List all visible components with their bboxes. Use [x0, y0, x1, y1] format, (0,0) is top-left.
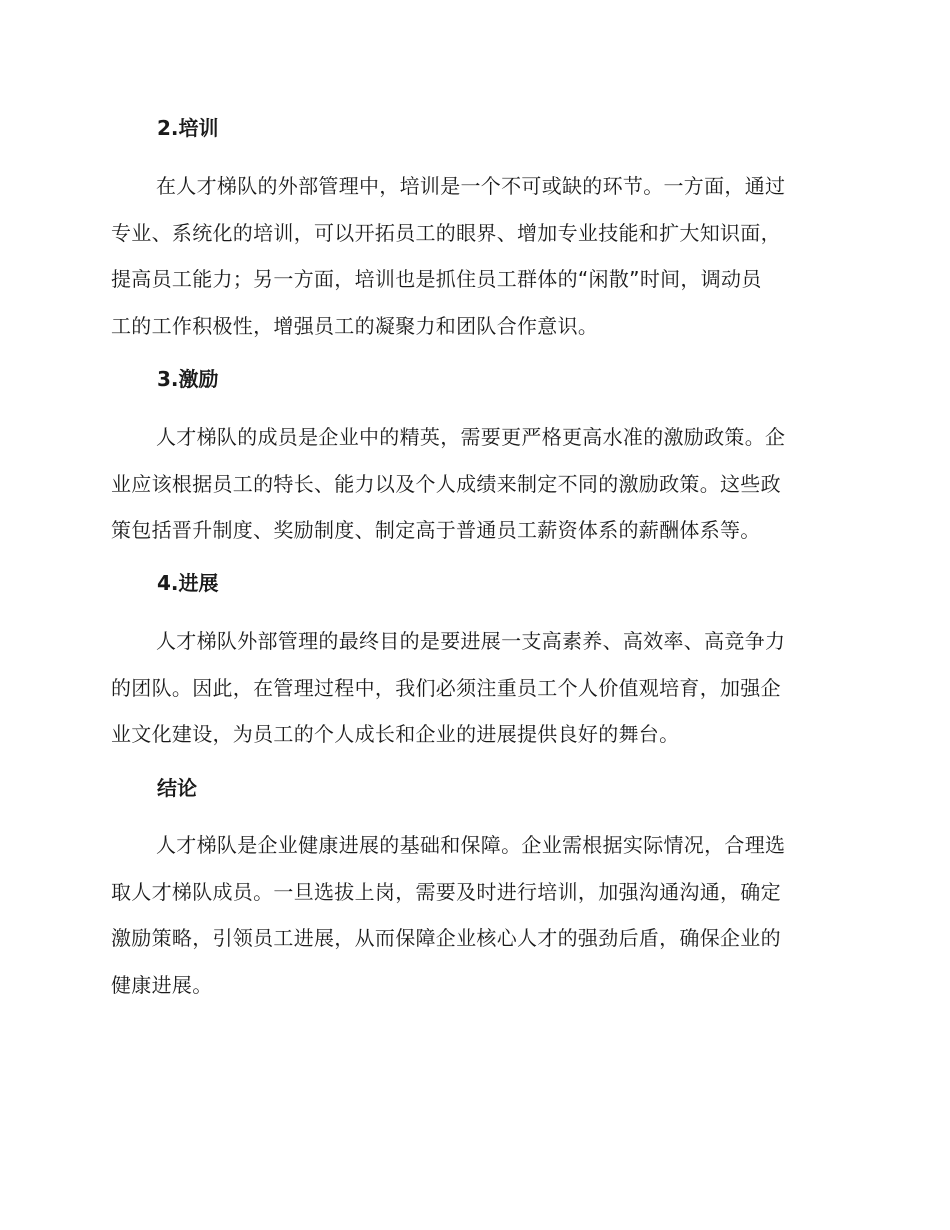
paragraph-line: 专业、系统化的培训，可以开拓员工的眼界、增加专业技能和扩大知识面， — [111, 220, 781, 245]
paragraph-line: 取人才梯队成员。一旦选拔上岗，需要及时进行培训，加强沟通沟通，确定 — [111, 879, 781, 904]
paragraph-conclusion — [111, 822, 831, 1008]
paragraph-line: 激励策略，引领员工进展，从而保障企业核心人才的强劲后盾，确保企业的 — [111, 926, 781, 950]
section-heading-conclusion: 结论 — [157, 776, 197, 800]
paragraph-training — [111, 163, 831, 349]
paragraph-line: 人才梯队的成员是企业中的精英，需要更严格更高水准的激励政策。企 — [156, 425, 786, 449]
section-heading-training: 2.培训 — [157, 116, 219, 140]
paragraph-line: 健康进展。 — [111, 972, 213, 997]
paragraph-line: 人才梯队外部管理的最终目的是要进展一支高素养、高效率、高竞争力 — [156, 629, 786, 653]
paragraph-development — [111, 618, 831, 758]
paragraph-line: 提高员工能力；另一方面，培训也是抓住员工群体的“闲散”时间，调动员 — [111, 267, 762, 291]
section-heading-incentive: 3.激励 — [157, 367, 219, 391]
paragraph-incentive — [111, 414, 831, 554]
paragraph-line: 工的工作积极性，增强员工的凝聚力和团队合作意识。 — [111, 313, 599, 338]
paragraph-line: 业文化建设，为员工的个人成长和企业的进展提供良好的舞台。 — [111, 722, 680, 746]
paragraph-line: 的团队。因此，在管理过程中，我们必须注重员工个人价值观培育，加强企 — [111, 675, 781, 700]
paragraph-line: 在人才梯队的外部管理中，培训是一个不可或缺的环节。一方面，通过 — [156, 174, 786, 198]
section-heading-development: 4.进展 — [157, 571, 219, 595]
paragraph-line: 业应该根据员工的特长、能力以及个人成绩来制定不同的激励政策。这些政 — [111, 471, 781, 496]
paragraph-line: 策包括晋升制度、奖励制度、制定高于普通员工薪资体系的薪酬体系等。 — [111, 518, 761, 542]
paragraph-line: 人才梯队是企业健康进展的基础和保障。企业需根据实际情况，合理选 — [156, 833, 786, 857]
